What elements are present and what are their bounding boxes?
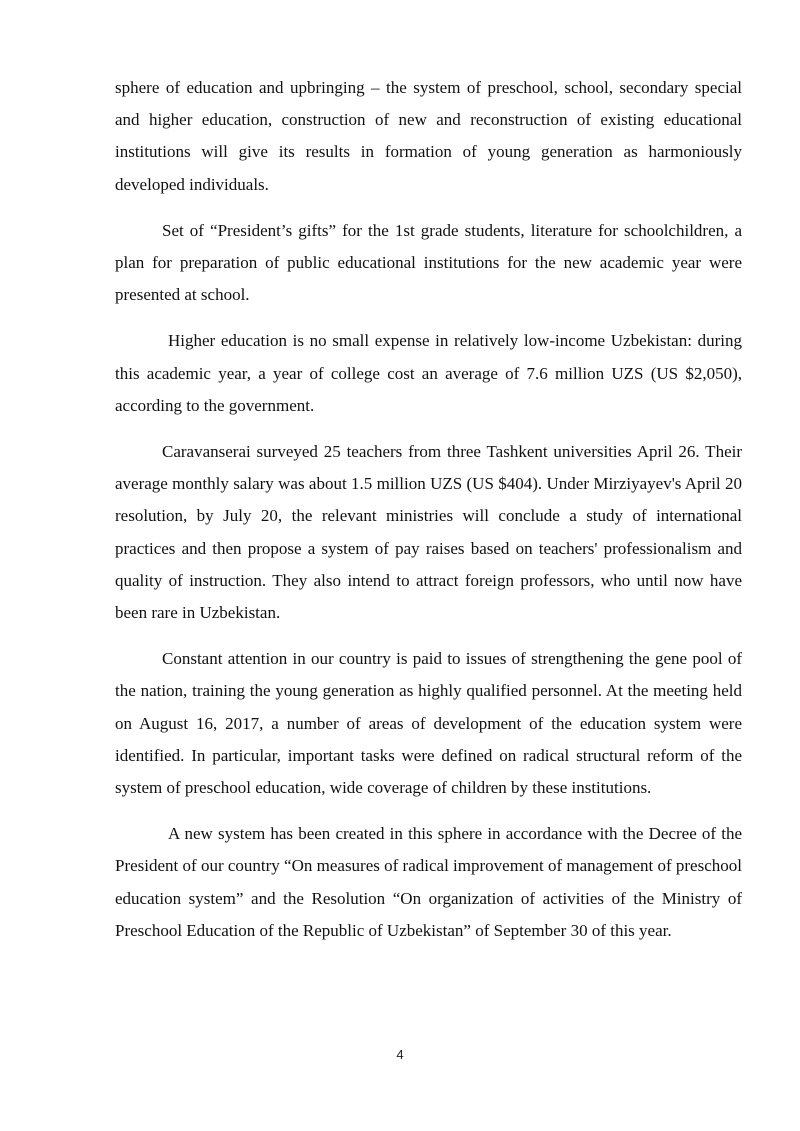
document-body: [115, 72, 742, 961]
paragraph-3: Higher education is no small expense in relatively low-income Uzbekistan: during this academic year, a year of college cost an average of 7.6 million UZS (US $2,050), according to the government.: [115, 331, 742, 415]
paragraph-4: Caravanserai surveyed 25 teachers from three Tashkent universities April 26. Their average monthly salary was about 1.5 million UZS (US $404). Under Mirziyayev's April 20 resolution, by July 20, the relevant ministries will conclude a study of international practices and then propose a system of pay raises based on teachers' professionalism and quality of instruction. They also intend to attract foreign professors, who until now have been rare in Uzbekistan.: [115, 442, 742, 623]
paragraph-2: Set of “President’s gifts” for the 1st grade students, literature for schoolchildren, a plan for preparation of public educational institutions for the new academic year were presented at school.: [115, 220, 742, 305]
paragraph-1: sphere of education and upbringing – the system of preschool, school, secondary special and higher education, construction of new and reconstruction of existing educational institutions will give its results in formation of young generation as harmoniously developed individuals.: [115, 78, 742, 194]
paragraph-6: A new system has been created in this sphere in accordance with the Decree of the President of our country “On measures of radical improvement of management of preschool education system” and the Resolution “On organization of activities of the Ministry of Preschool Education of the Republic of Uzbekistan” of September 30 of this year.: [115, 824, 742, 940]
paragraph-5: Constant attention in our country is paid to issues of strengthening the gene pool of the nation, training the young generation as highly qualified personnel. At the meeting held on August 16, 2017, a number of areas of development of the education system were identified. In particular, important tasks were defined on radical structural reform of the system of preschool education, wide coverage of children by these institutions.: [115, 649, 742, 798]
page-number: 4: [396, 1047, 404, 1062]
